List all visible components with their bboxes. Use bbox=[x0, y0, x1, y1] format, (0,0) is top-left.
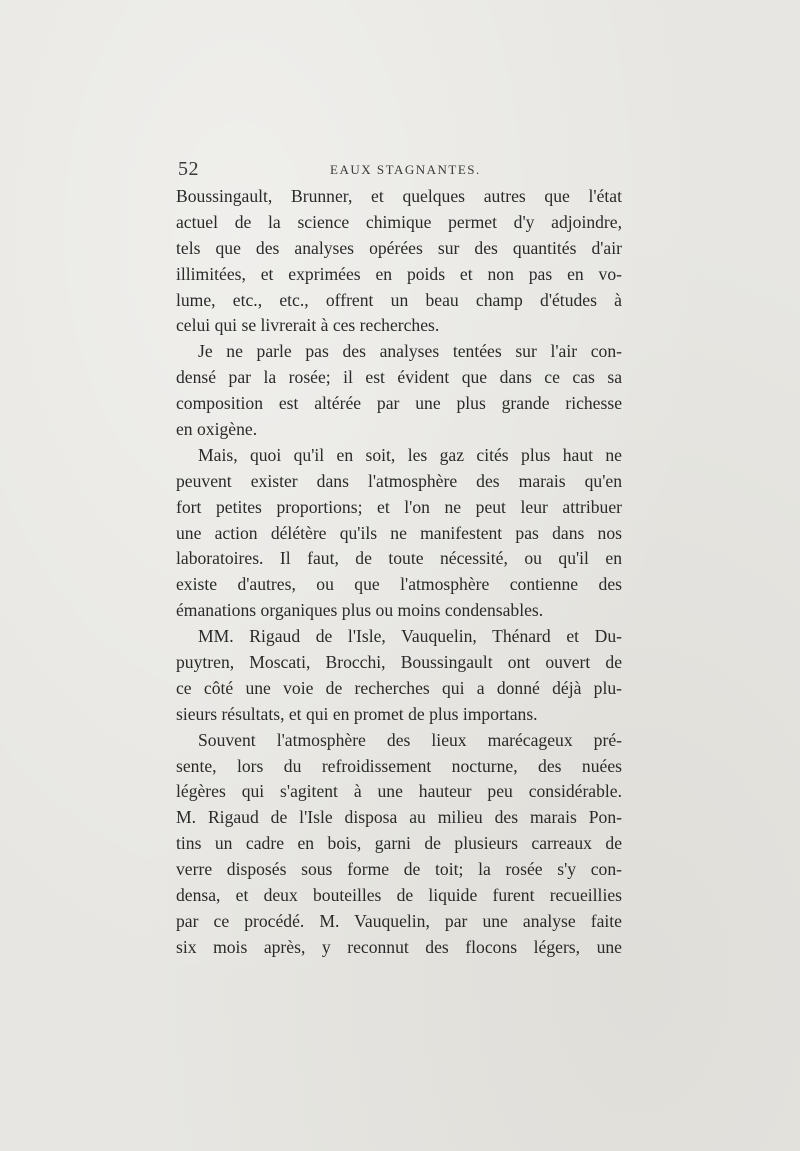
text-line: composition est altérée par une plus grande richesse bbox=[176, 393, 622, 414]
text-line: Mais, quoi qu'il en soit, les gaz cités plus haut ne bbox=[198, 444, 622, 465]
text-line: densé par la rosée; il est évident que dans ce cas sa bbox=[176, 367, 622, 388]
text-line: ce côté une voie de recherches qui a donné déjà plu- bbox=[176, 677, 622, 698]
text-line: en oxigène. bbox=[176, 419, 258, 440]
text-line: légères qui s'agitent à une hauteur peu considérable. bbox=[176, 781, 622, 802]
text-line: verre disposés sous forme de toit; la rosée s'y con- bbox=[176, 859, 622, 880]
text-line: actuel de la science chimique permet d'y adjoindre, bbox=[176, 211, 622, 232]
text-line: par ce procédé. M. Vauquelin, par une analyse faite bbox=[176, 910, 622, 931]
text-line: celui qui se livrerait à ces recherches. bbox=[176, 315, 440, 336]
running-head: EAUX STAGNANTES. bbox=[330, 162, 481, 177]
text-line: illimitées, et exprimées en poids et non pas en vo- bbox=[176, 263, 622, 284]
page-number: 52 bbox=[178, 158, 199, 180]
text-line: puytren, Moscati, Brocchi, Boussingault ont ouvert de bbox=[176, 652, 622, 673]
page-header bbox=[178, 158, 622, 182]
text-line: tins un cadre en bois, garni de plusieurs carreaux de bbox=[176, 833, 622, 854]
text-line: sente, lors du refroidissement nocturne, des nuées bbox=[176, 755, 622, 776]
text-line: lume, etc., etc., offrent un beau champ d'études à bbox=[176, 289, 622, 310]
text-line: six mois après, y reconnut des flocons légers, une bbox=[176, 936, 622, 957]
text-line: Souvent l'atmosphère des lieux marécageux pré- bbox=[198, 729, 622, 750]
text-line: Je ne parle pas des analyses tentées sur l'air con- bbox=[198, 341, 622, 362]
text-line: fort petites proportions; et l'on ne peut leur attribuer bbox=[176, 496, 622, 517]
text-line: sieurs résultats, et qui en promet de plus importans. bbox=[176, 703, 538, 724]
text-line: tels que des analyses opérées sur des quantités d'air bbox=[176, 237, 622, 258]
text-line: M. Rigaud de l'Isle disposa au milieu des marais Pon- bbox=[176, 807, 622, 828]
text-line: densa, et deux bouteilles de liquide furent recueillies bbox=[176, 885, 622, 906]
text-line: émanations organiques plus ou moins condensables. bbox=[176, 600, 544, 621]
body-text bbox=[176, 184, 622, 961]
text-line: Boussingault, Brunner, et quelques autres que l'état bbox=[176, 186, 622, 206]
text-line: existe d'autres, ou que l'atmosphère contienne des bbox=[176, 574, 622, 595]
text-line: peuvent exister dans l'atmosphère des marais qu'en bbox=[176, 470, 622, 491]
text-line: laboratoires. Il faut, de toute nécessité, ou qu'il en bbox=[176, 548, 622, 569]
text-line: une action délétère qu'ils ne manifestent pas dans nos bbox=[176, 522, 622, 543]
text-line: MM. Rigaud de l'Isle, Vauquelin, Thénard et Du- bbox=[198, 626, 622, 647]
